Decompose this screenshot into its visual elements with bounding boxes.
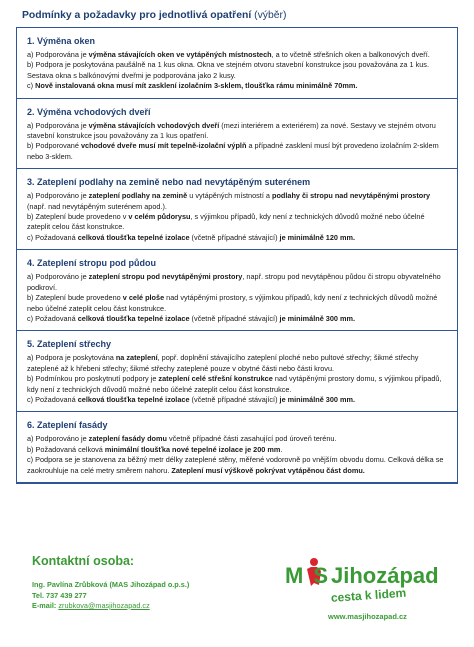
text-run: a) Podporována je bbox=[27, 50, 89, 59]
text-run: , s výjimkou případů, kdy není z technických důvodů možné nebo účelné zateplit celou část konstrukce. bbox=[27, 212, 425, 232]
section-paragraph bbox=[27, 191, 447, 212]
bold-text: výměna stávajících oken ve vytápěných místnostech bbox=[88, 50, 272, 59]
section-paragraph bbox=[27, 293, 447, 314]
title-main: Podmínky a požadavky pro jednotlivá opatření bbox=[22, 10, 252, 21]
contact-phone: Tel. 737 439 277 bbox=[32, 590, 87, 600]
bold-text: podlahy či stropu nad nevytápěnými prostory bbox=[271, 191, 431, 201]
text-run: , např. stropu pod nevytápěnou půdou či stropu obyvatelného podkroví. bbox=[27, 272, 441, 292]
contact-email-line bbox=[32, 601, 292, 612]
bold-text: zateplení celé střešní konstrukce bbox=[158, 374, 273, 384]
section-paragraph bbox=[27, 141, 447, 162]
bold-text: Zateplení musí výškově pokrývat vytápěnou část domu. bbox=[171, 465, 365, 475]
bold-text: celková tloušťka tepelné izolace bbox=[77, 394, 190, 404]
requirements-box bbox=[16, 27, 458, 484]
section-paragraph bbox=[27, 353, 447, 374]
section-paragraph bbox=[27, 434, 447, 444]
text-run: c) Požadovaná bbox=[27, 394, 78, 404]
bold-text: zateplení podlahy na zemině bbox=[88, 191, 188, 201]
section-paragraph bbox=[27, 455, 447, 476]
text-run: b) Požadovaná celková bbox=[27, 444, 105, 454]
section-paragraph bbox=[27, 60, 447, 81]
text-run: (včetně případné stávající) bbox=[189, 232, 280, 242]
title-subtitle: (výběr) bbox=[254, 10, 287, 21]
bold-text: výměna stávajících vchodových dveří bbox=[88, 120, 220, 130]
section-paragraph bbox=[27, 395, 447, 405]
text-run: , a to včetně střešních oken a balkonových dveří. bbox=[271, 50, 430, 59]
section-paragraph bbox=[27, 121, 447, 142]
text-run: a) Podporováno je bbox=[27, 272, 89, 282]
text-run: c) Podpora se je stanovena za běžný metr délky zateplené stěny, měřené vodorovně po vnějším obvodu domu. Celková délka se zaokrouhluje na celé metry směrem nahoru. bbox=[27, 455, 444, 475]
text-run: a) Podporována je bbox=[27, 120, 89, 130]
text-run: , popř. doplnění stávajícího zateplení ploché nebo pultové střechy; šikmé střechy zateplené až k hřebeni střechy; šikmé střechy zateplené pouze v obytné části nebo části krovu. bbox=[27, 353, 419, 373]
contact-name: Ing. Pavlína Zrůbková (MAS Jihozápad o.p.s.) bbox=[32, 580, 190, 589]
text-run: b) Podporované bbox=[27, 141, 81, 151]
bold-text: je minimálně 120 mm. bbox=[279, 232, 355, 242]
section-heading: 3. Zateplení podlahy na zemině nebo nad nevytápěným suterénem bbox=[27, 177, 311, 188]
section-paragraph bbox=[27, 272, 447, 293]
section-paragraph bbox=[27, 212, 447, 233]
section-paragraph bbox=[27, 445, 447, 455]
text-run: c) Požadovaná bbox=[27, 313, 78, 323]
bold-text: celková tloušťka tepelné izolace bbox=[77, 313, 190, 323]
bold-text: vchodové dveře musí mít tepelně-izolační výplň bbox=[80, 141, 247, 151]
text-run: a) Podpora je poskytována bbox=[27, 353, 116, 363]
section-heading: 1. Výměna oken bbox=[27, 36, 96, 46]
bold-text: v celém půdorysu bbox=[128, 212, 191, 222]
section-1 bbox=[27, 28, 447, 99]
email-link[interactable]: zrubkova@masjihozapad.cz bbox=[58, 601, 150, 610]
bold-text: zateplení fasády domu bbox=[88, 434, 167, 444]
text-run: (např. nad nevytápěným suterénem apod.). bbox=[27, 201, 167, 211]
section-paragraph bbox=[27, 50, 447, 60]
section-heading: 4. Zateplení stropu pod půdou bbox=[27, 258, 156, 269]
text-run: b) Podpora je poskytována paušálně na 1 kus okna. Okna ve stejném otvoru stavební konstrukce jsou považována za 1 kus. Sestava okna s balkónovými dveřmi je podporována jako 2 kusy. bbox=[27, 60, 429, 80]
text-run: u vytápěných místností a bbox=[187, 191, 272, 201]
bold-text: minimální tloušťka nové tepelné izolace je 200 mm bbox=[104, 444, 281, 454]
text-run: a případné zasklení musí být provedeno izolačním 2-sklem nebo 3-sklem. bbox=[27, 141, 439, 161]
text-run: b) Zateplení bude provedeno v bbox=[27, 212, 129, 222]
section-4 bbox=[27, 250, 447, 331]
text-run: (včetně případné stávající) bbox=[189, 313, 280, 323]
bold-text: na zateplení bbox=[115, 353, 158, 363]
bold-text: zateplení stropu pod nevytápěnými prostory bbox=[88, 272, 243, 282]
contact-heading: Kontaktní osoba: bbox=[32, 554, 135, 568]
text-run: . bbox=[280, 444, 283, 454]
bold-text: je minimálně 300 mm. bbox=[279, 394, 355, 404]
section-3 bbox=[27, 169, 447, 250]
bold-text: Nově instalovaná okna musí mít zasklení izolačním 3-sklem, tloušťka rámu minimálně 70mm. bbox=[35, 81, 358, 91]
bold-text: v celé ploše bbox=[122, 293, 165, 303]
text-run: b) Podmínkou pro poskytnutí podpory je bbox=[27, 374, 159, 384]
mas-jihozapad-logo bbox=[283, 553, 453, 633]
section-6 bbox=[27, 412, 447, 483]
section-heading: 2. Výměna vchodových dveří bbox=[27, 106, 151, 117]
text-run: včetně případné části zasahující pod úroveň terénu. bbox=[166, 434, 337, 444]
bold-text: je minimálně 300 mm. bbox=[279, 313, 355, 323]
section-heading: 6. Zateplení fasády bbox=[27, 420, 108, 431]
document-title bbox=[22, 10, 458, 21]
email-label: E-mail: bbox=[32, 601, 59, 610]
text-run: (včetně případné stávající) bbox=[189, 394, 280, 404]
section-divider bbox=[17, 482, 457, 483]
text-run: (mezi interiérem a exteriérem) za nové. Sestavy ve stejném otvoru stavební konstrukce jsou považovány za 1 kus opatření. bbox=[27, 120, 436, 141]
section-5 bbox=[27, 331, 447, 412]
text-run: nad vytápěnými prostory, s výjimkou případů, kdy není z technických důvodů možné nebo účelné zateplit celou část konstrukce. bbox=[27, 293, 438, 313]
text-run: c) Požadovaná bbox=[27, 232, 78, 242]
text-run: nad vytápěnými prostory domu, s výjimkou případů, kdy není z technických důvodů možné nebo účelné zateplit celou část konstrukce. bbox=[27, 374, 442, 394]
section-paragraph bbox=[27, 314, 447, 324]
section-heading: 5. Zateplení střechy bbox=[27, 339, 112, 350]
section-paragraph bbox=[27, 374, 447, 395]
bold-text: celková tloušťka tepelné izolace bbox=[77, 232, 190, 242]
contact-block bbox=[32, 554, 292, 612]
section-2 bbox=[27, 99, 447, 170]
website-url[interactable]: www.masjihozapad.cz bbox=[328, 612, 407, 621]
logo-wordmark: M S Jihozápad bbox=[285, 563, 439, 588]
logo-tagline: cesta k lidem bbox=[330, 585, 407, 605]
text-run: b) Zateplení bude provedeno bbox=[27, 293, 123, 303]
text-run: a) Podporováno je bbox=[27, 434, 89, 444]
section-paragraph bbox=[27, 233, 447, 243]
text-run: a) Podporováno je bbox=[27, 191, 89, 201]
section-paragraph bbox=[27, 81, 447, 91]
text-run: c) bbox=[27, 81, 36, 91]
